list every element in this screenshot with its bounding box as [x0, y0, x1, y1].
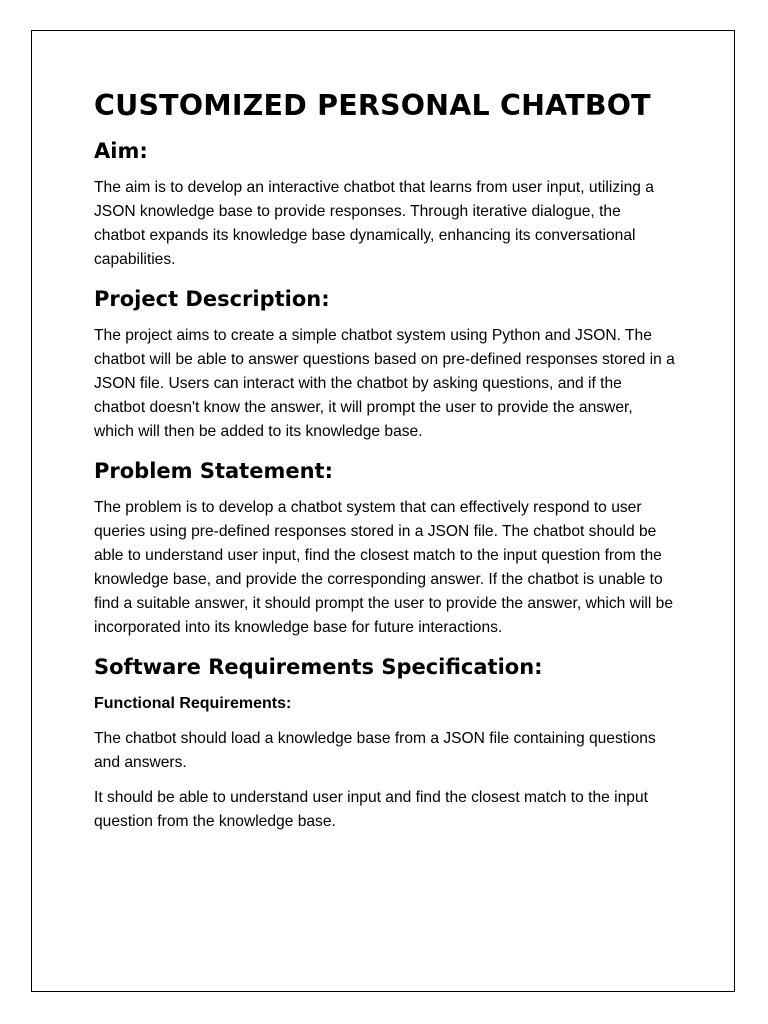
document-page — [31, 30, 735, 992]
functional-requirement-paragraph: The chatbot should load a knowledge base from a JSON file containing questions and answers. — [94, 730, 656, 771]
aim-paragraph: The aim is to develop an interactive chatbot that learns from user input, utilizing a JSON knowledge base to provide responses. Through iterative dialogue, the chatbot expands its knowledge base dynamically, enhancing its conversational capabilities. — [94, 179, 654, 268]
project-description-heading: Project Description: — [94, 287, 330, 311]
document-title: CUSTOMIZED PERSONAL CHATBOT — [94, 89, 651, 122]
aim-heading: Aim: — [94, 139, 148, 163]
document-content — [94, 87, 676, 845]
functional-requirement-paragraph: It should be able to understand user input and find the closest match to the input question from the knowledge base. — [94, 789, 648, 830]
srs-heading: Software Requirements Specification: — [94, 655, 543, 679]
problem-statement-paragraph: The problem is to develop a chatbot system that can effectively respond to user queries using pre-defined responses stored in a JSON file. The chatbot should be able to understand user input, find the closest match to the input question from the knowledge base, and provide the corresponding answer. If the chatbot is unable to find a suitable answer, it should prompt the user to provide the answer, which will be incorporated into its knowledge base for future interactions. — [94, 499, 674, 636]
project-description-paragraph: The project aims to create a simple chatbot system using Python and JSON. The chatbot will be able to answer questions based on pre-defined responses stored in a JSON file. Users can interact with the chatbot by asking questions, and if the chatbot doesn't know the answer, it will prompt the user to provide the answer, which will then be added to its knowledge base. — [94, 327, 675, 440]
functional-requirements-heading: Functional Requirements: — [94, 695, 292, 712]
problem-statement-heading: Problem Statement: — [94, 459, 333, 483]
